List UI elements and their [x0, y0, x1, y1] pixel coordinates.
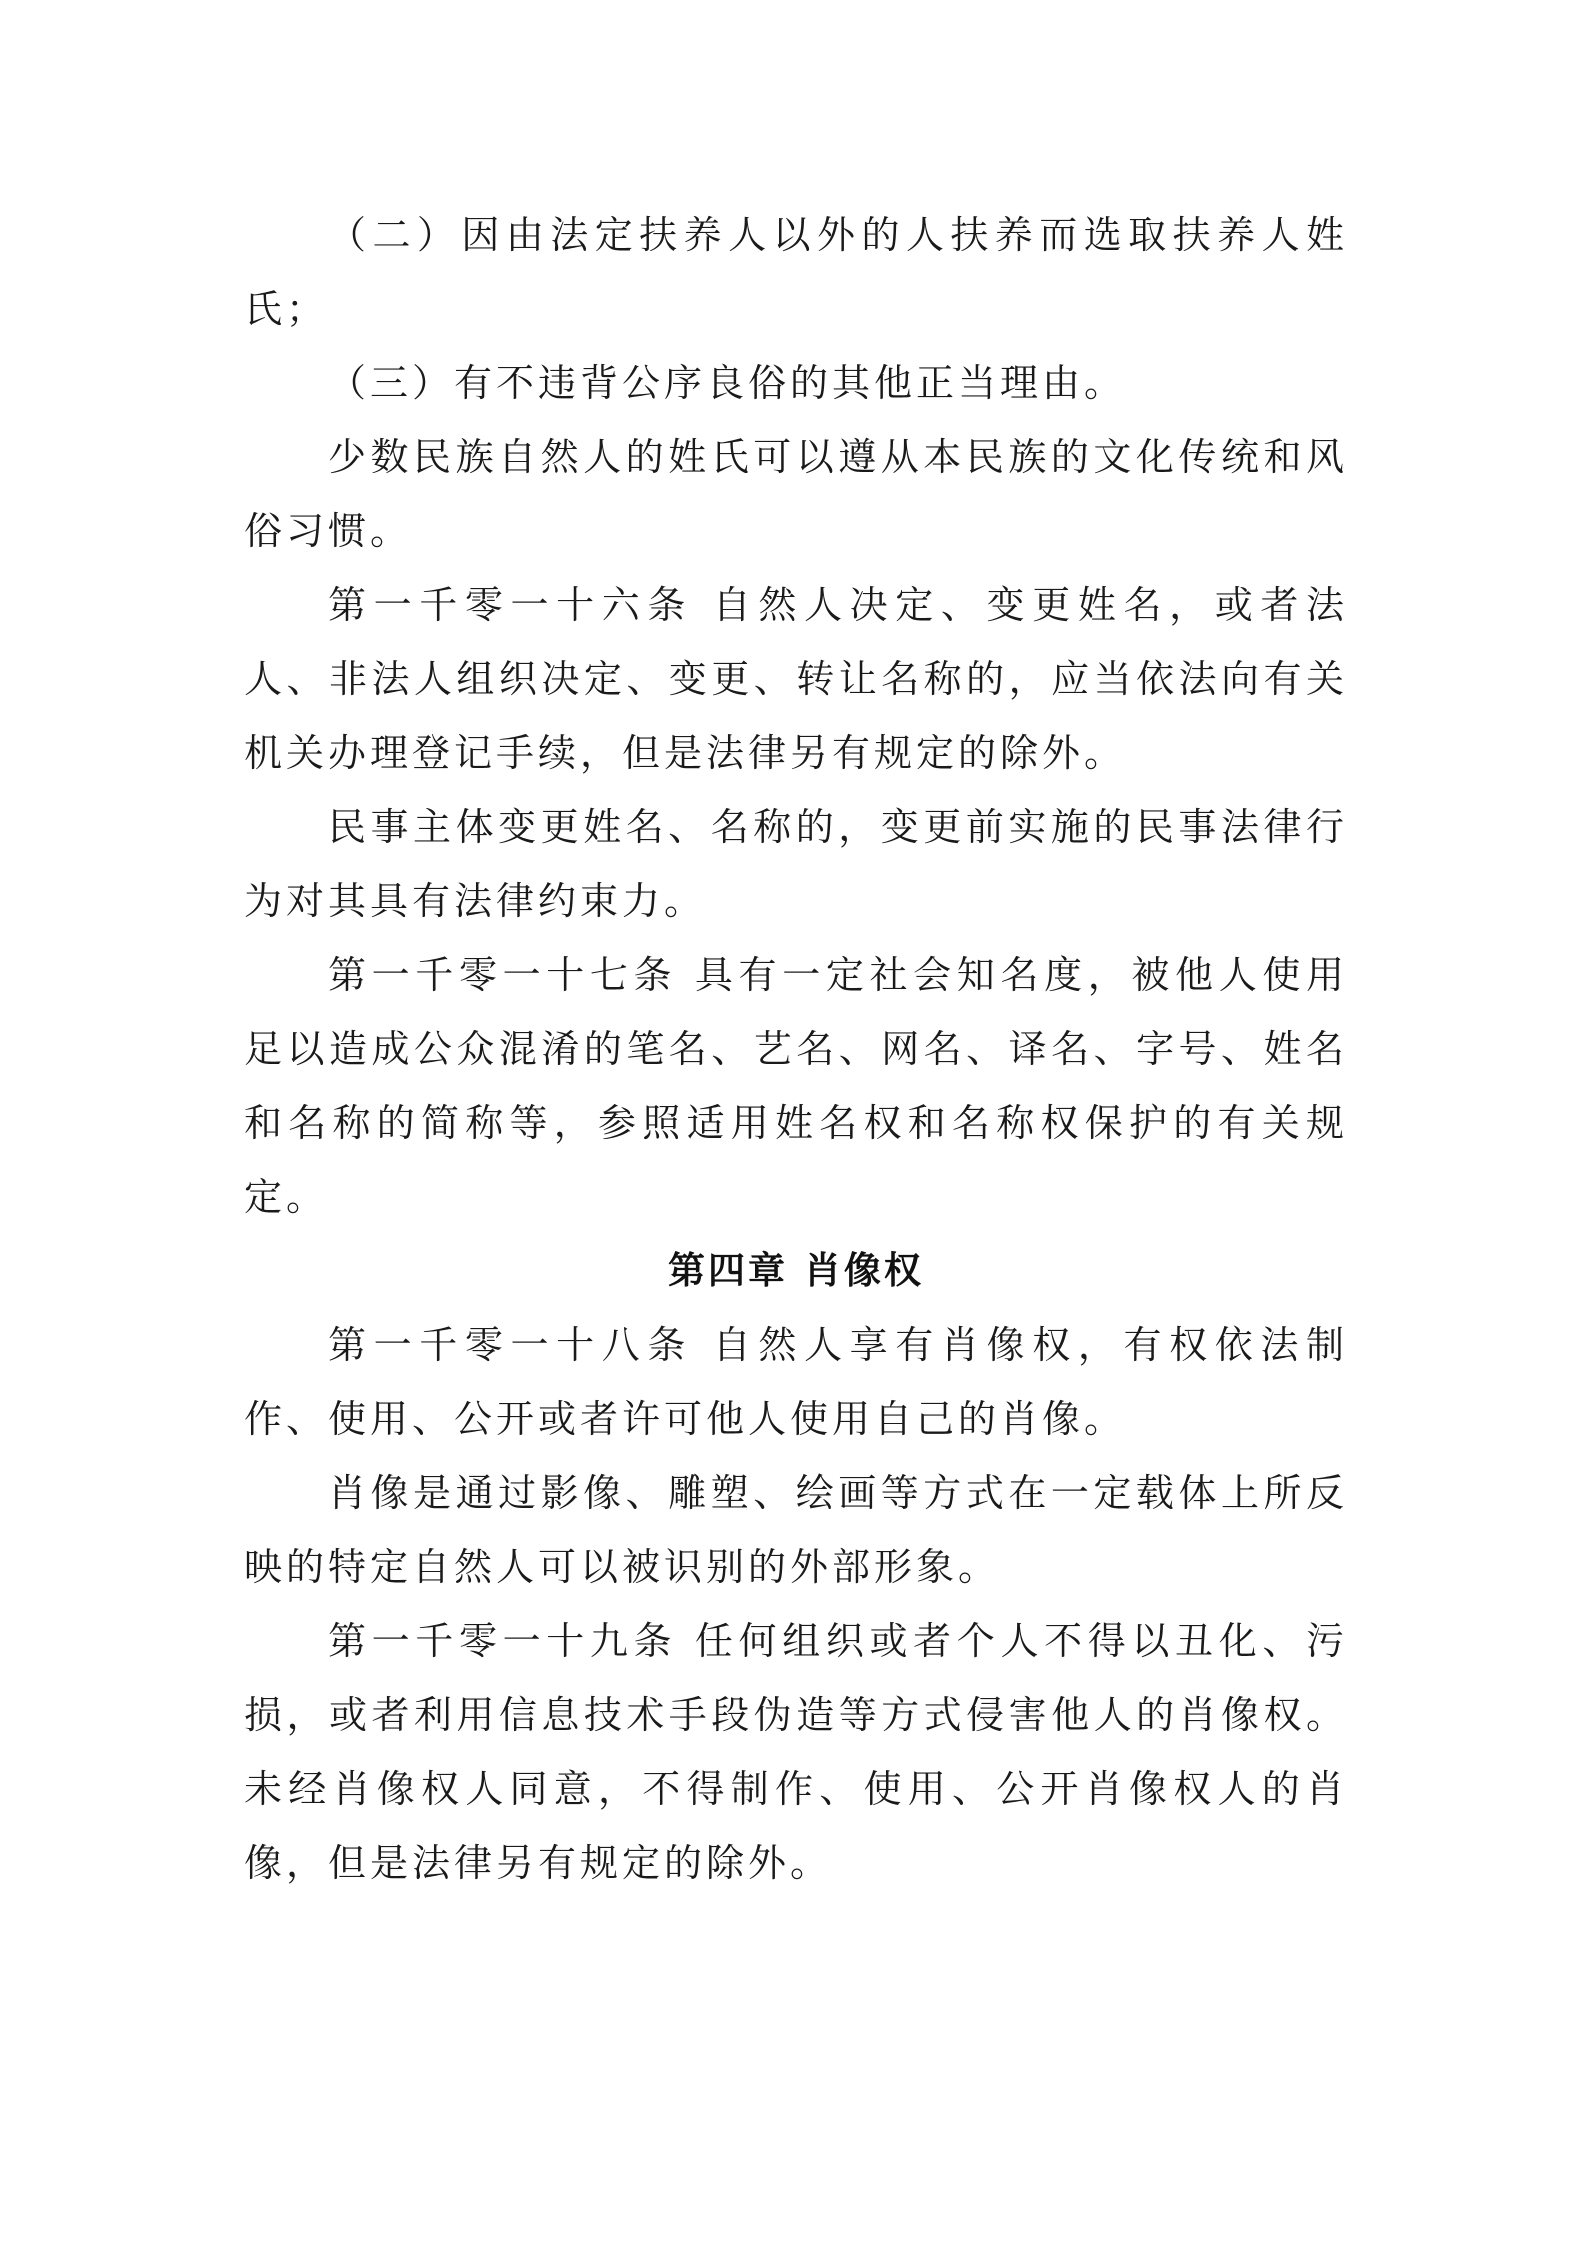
paragraph: 少数民族自然人的姓氏可以遵从本民族的文化传统和风俗习惯。	[244, 435, 1348, 553]
paragraph: 肖像是通过影像、雕塑、绘画等方式在一定载体上所反映的特定自然人可以被识别的外部形象。	[244, 1471, 1348, 1589]
chapter-title: 第四章 肖像权	[668, 1249, 924, 1292]
article-1017: 第一千零一十七条 具有一定社会知名度，被他人使用足以造成公众混淆的笔名、艺名、网名、译名、字号、姓名和名称的简称等，参照适用姓名权和名称权保护的有关规定。	[244, 953, 1348, 1219]
article-1019: 第一千零一十九条 任何组织或者个人不得以丑化、污损，或者利用信息技术手段伪造等方式侵害他人的肖像权。未经肖像权人同意，不得制作、使用、公开肖像权人的肖像，但是法律另有规定的除外。	[244, 1619, 1348, 1885]
document-body	[244, 198, 1348, 1900]
article-1016: 第一千零一十六条 自然人决定、变更姓名，或者法人、非法人组织决定、变更、转让名称的，应当依法向有关机关办理登记手续，但是法律另有规定的除外。	[244, 583, 1348, 775]
article-1018: 第一千零一十八条 自然人享有肖像权，有权依法制作、使用、公开或者许可他人使用自己的肖像。	[244, 1323, 1348, 1441]
paragraph: （二）因由法定扶养人以外的人扶养而选取扶养人姓氏；	[244, 213, 1348, 331]
paragraph: 民事主体变更姓名、名称的，变更前实施的民事法律行为对其具有法律约束力。	[244, 805, 1348, 923]
paragraph: （三）有不违背公序良俗的其他正当理由。	[328, 361, 1127, 405]
